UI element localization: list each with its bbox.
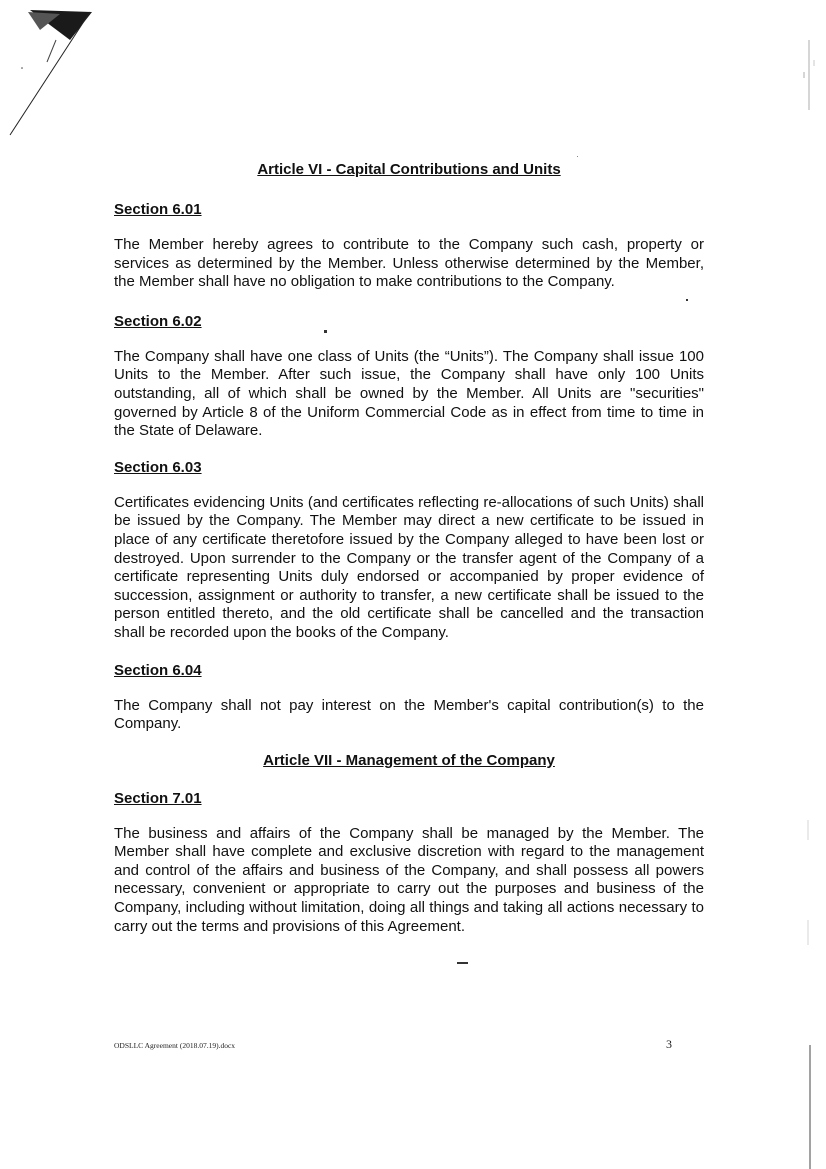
article-vii-heading: Article VII - Management of the Company bbox=[263, 751, 555, 769]
section-6-04-text: The Company shall not pay interest on the Member's capital contribution(s) to the Company. bbox=[114, 696, 704, 733]
section-6-01-heading: Section 6.01 bbox=[114, 201, 202, 218]
section-6-03-heading: Section 6.03 bbox=[114, 458, 202, 476]
section-6-02-heading: Section 6.02 bbox=[114, 312, 202, 330]
section-6-01-text: The Member hereby agrees to contribute to the Company such cash, property or services as determined by the Member. Unless otherwise determined by the Member, the Member shall have no obligation to make contributions to the Company. bbox=[114, 236, 704, 291]
section-7-01-heading: Section 7.01 bbox=[114, 789, 202, 807]
scan-artifact-edge bbox=[796, 0, 826, 1169]
scan-speck bbox=[457, 962, 468, 964]
footer-file-name: ODSLLC Agreement (2018.07.19).docx bbox=[114, 1041, 236, 1050]
section-6-02-text: The Company shall have one class of Units (the “Units”). The Company shall issue 100 Units to the Member. After such issue, the Company shall have only 100 Units outstanding, all of which shall be owned by the Member. All Units are "securities" governed by Article 8 of the Uniform Commercial Code as in effect from time to time in the State of Delaware. bbox=[114, 347, 704, 440]
document-body bbox=[114, 160, 704, 936]
scan-speck bbox=[577, 156, 578, 157]
page-number: 3 bbox=[666, 1037, 672, 1051]
section-6-04-heading: Section 6.04 bbox=[114, 661, 202, 679]
section-7-01-text: The business and affairs of the Company shall be managed by the Member. The Member shall have complete and exclusive discretion with regard to the management and control of the affairs and business of the Company, and shall possess all powers necessary, convenient or appropriate to carry out the purposes and business of the Company, including without limitation, doing all things and taking all actions necessary to carry out the terms and provisions of this Agreement. bbox=[114, 824, 704, 935]
article-vi-heading: Article VI - Capital Contributions and Units bbox=[257, 161, 561, 178]
section-6-03-text: Certificates evidencing Units (and certificates reflecting re-allocations of such Units) shall be issued by the Company. The Member may direct a new certificate to be issued in place of any certificate theretofore issued by the Company alleged to have been lost or destroyed. Upon surrender to the Company or the transfer agent of the Company of a certificate representing Units duly endorsed or accompanied by proper evidence of succession, assignment or authority to transfer, a new certificate shall be issued to the person entitled thereto, and the old certificate shall be cancelled and the transaction shall be recorded upon the books of the Company. bbox=[114, 493, 704, 641]
scan-artifact-corner bbox=[0, 0, 100, 140]
